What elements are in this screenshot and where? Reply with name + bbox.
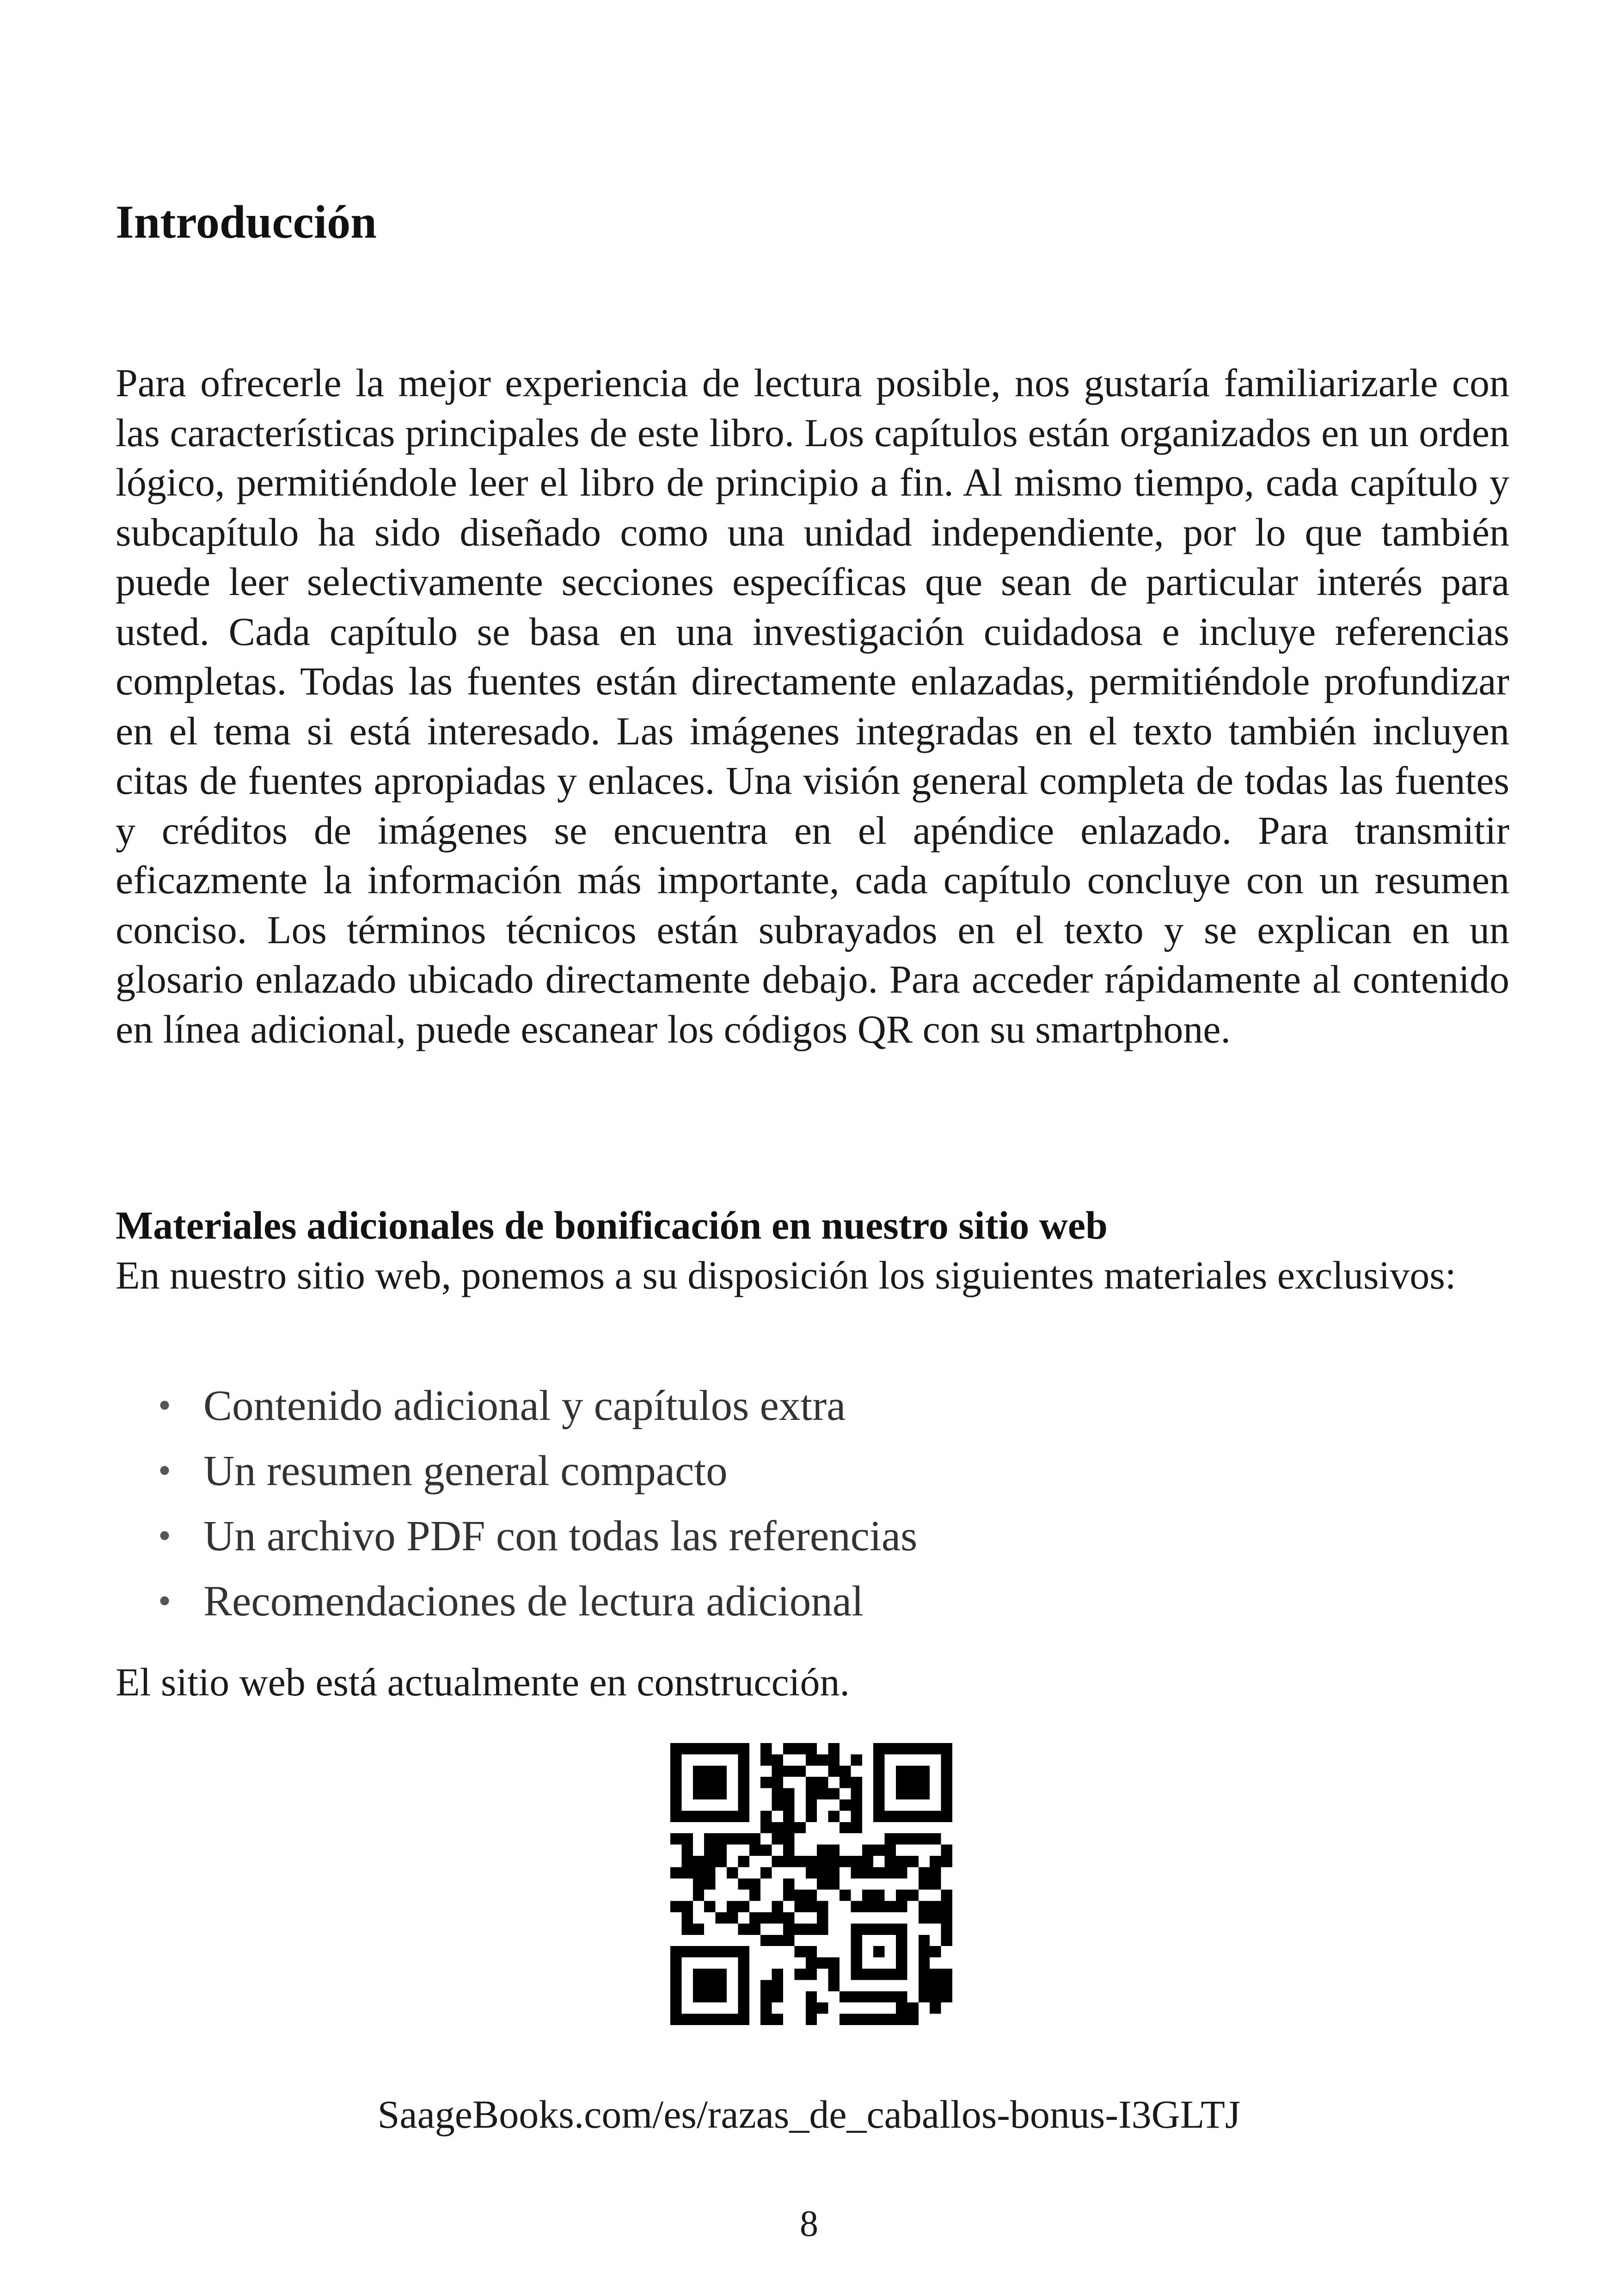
bullet-icon: •: [158, 1516, 172, 1556]
qr-code-icon[interactable]: [670, 1743, 952, 2025]
list-item-label: Contenido adicional y capítulos extra: [203, 1382, 846, 1430]
list-item-label: Un resumen general compacto: [203, 1447, 728, 1495]
list-item: [116, 1373, 1509, 1438]
list-item-label: Recomendaciones de lectura adicional: [203, 1578, 864, 1625]
bullet-icon: •: [158, 1450, 172, 1491]
bonus-section-title: Materiales adicionales de bonificación en nuestro sitio web: [116, 1203, 1108, 1247]
bonus-materials-list: [116, 1373, 1509, 1634]
bullet-icon: •: [158, 1385, 172, 1426]
page-title: Introducción: [116, 196, 377, 248]
intro-paragraph: Para ofrecerle la mejor experiencia de lectura posible, nos gustaría familiarizarle con las características principales de este libro. Los capítulos están organizados en un orden lógico, permitiéndole leer el libro de principio a fin. Al mismo tiempo, cada capítulo y subcapítulo ha sido diseñado como una unidad independiente, por lo que también puede leer selectivamente secciones específicas que sean de particular interés para usted. Cada capítulo se basa en una investigación cuidadosa e incluye referencias completas. Todas las fuentes están directamente enlazadas, permitiéndole profundizar en el tema si está interesado. Las imágenes integradas en el texto también incluyen citas de fuentes apropiadas y enlaces. Una visión general completa de todas las fuentes y créditos de imágenes se encuentra en el apéndice enlazado. Para transmitir eficazmente la información más importante, cada capítulo concluye con un resumen conciso. Los términos técnicos están subrayados en el texto y se explican en un glosario enlazado ubicado directamente debajo. Para acceder rápidamente al contenido en línea adicional, puede escanear los códigos QR con su smartphone.: [116, 361, 1509, 1051]
list-item: [116, 1569, 1509, 1634]
list-item: [116, 1504, 1509, 1569]
list-item: [116, 1438, 1509, 1504]
bonus-intro-text: En nuestro sitio web, ponemos a su disposición los siguientes materiales exclusivos:: [116, 1253, 1456, 1297]
bonus-url-text: SaageBooks.com/es/razas_de_caballos-bonus-I3GLTJ: [377, 2092, 1241, 2136]
list-item-label: Un archivo PDF con todas las referencias: [203, 1512, 918, 1560]
page-number: 8: [800, 2204, 818, 2244]
construction-note: El sitio web está actualmente en construcción.: [116, 1660, 850, 1704]
bullet-icon: •: [158, 1581, 172, 1621]
